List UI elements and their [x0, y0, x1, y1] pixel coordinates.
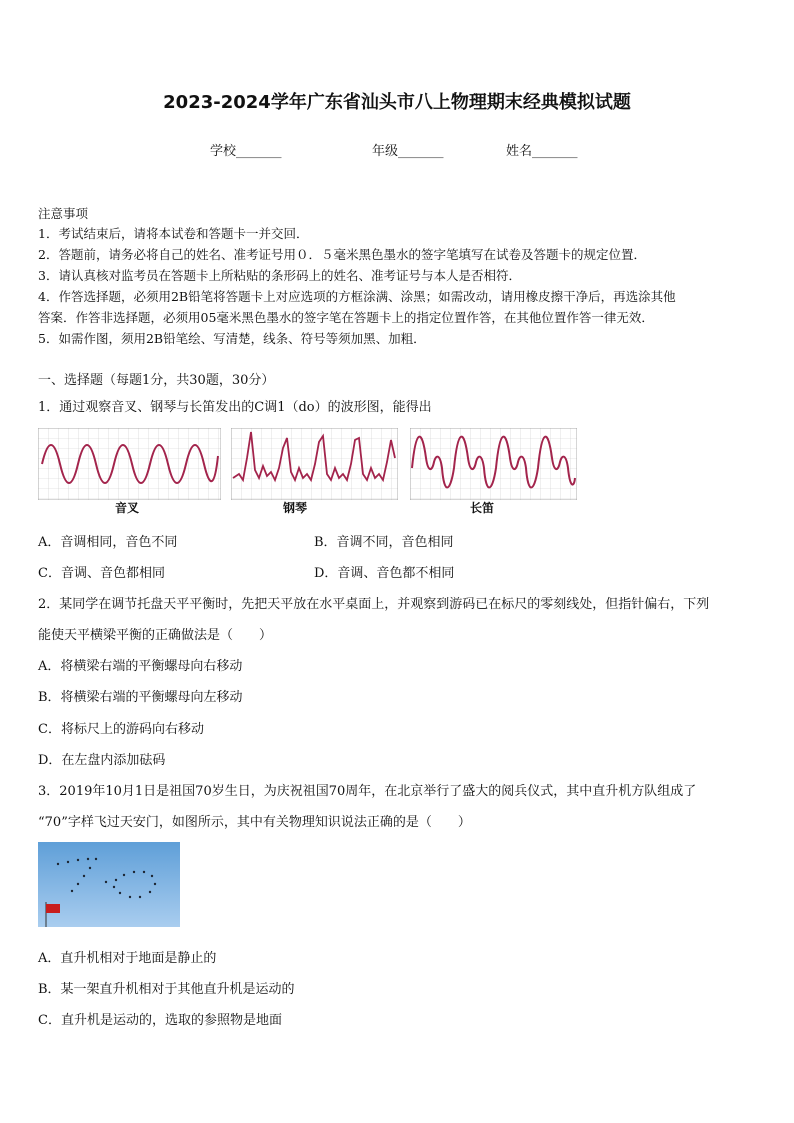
piano-waveform: [231, 428, 398, 500]
q2-option-b[interactable]: B．将横梁右端的平衡螺母向左移动: [38, 690, 243, 705]
flute-waveform: [410, 428, 577, 500]
figure-label-piano: 钢琴: [283, 501, 308, 515]
notice-item: 3．请认真核对监考员在答题卡上所粘贴的条形码上的姓名、准考证号与本人是否相符．: [38, 268, 521, 283]
q2-option-a[interactable]: A．将横梁右端的平衡螺母向右移动: [38, 659, 243, 674]
notice-item: 5．如需作图，须用2B铅笔绘、写清楚，线条、符号等须加黑、加粗．: [38, 331, 426, 346]
figure-label-flute: 长笛: [470, 501, 495, 515]
notice-item: 4．作答选择题，必须用2B铅笔将答题卡上对应选项的方框涂满、涂黑；如需改动，请用橡皮擦干净后，再选涂其他: [38, 289, 676, 304]
notice-heading: 注意事项: [38, 206, 89, 221]
q3-option-b[interactable]: B．某一架直升机相对于其他直升机是运动的: [38, 982, 295, 997]
q1-option-a[interactable]: A．音调相同，音色不同: [38, 535, 178, 550]
question-3-stem: “70”字样飞过天安门，如图所示，其中有关物理知识说法正确的是（ ）: [38, 815, 471, 830]
q2-option-c[interactable]: C．将标尺上的游码向右移动: [38, 722, 204, 737]
school-field[interactable]: 学校_______: [210, 144, 282, 159]
q1-option-b[interactable]: B．音调不同，音色相同: [314, 535, 454, 550]
helicopter-formation-photo: [38, 842, 180, 927]
question-2-stem: 2．某同学在调节托盘天平平衡时，先把天平放在水平桌面上，并观察到游码已在标尺的零刻线处，但指针偏右，下列: [38, 597, 710, 612]
q3-option-c[interactable]: C．直升机是运动的，选取的参照物是地面: [38, 1013, 282, 1028]
question-2-stem: 能使天平横梁平衡的正确做法是（ ）: [38, 628, 273, 643]
question-3-stem: 3．2019年10月1日是祖国70岁生日，为庆祝祖国70周年，在北京举行了盛大的阅兵仪式，其中直升机方队组成了: [38, 784, 697, 799]
tuning-fork-waveform: [38, 428, 221, 500]
section-heading: 一、选择题（每题1分，共30题，30分）: [38, 373, 275, 388]
figure-label-tuning-fork: 音叉: [115, 501, 140, 515]
q1-option-c[interactable]: C．音调、音色都相同: [38, 566, 165, 581]
notice-item: 2．答题前，请务必将自己的姓名、准考证号用０．５毫米黑色墨水的签字笔填写在试卷及答题卡的规定位置．: [38, 247, 646, 262]
question-1-stem: 1．通过观察音叉、钢琴与长笛发出的C调1（do）的波形图，能得出: [38, 400, 432, 415]
notice-item: 答案．作答非选择题，必须用05毫米黑色墨水的签字笔在答题卡上的指定位置作答，在其他位置作答一律无效．: [38, 310, 654, 325]
notice-item: 1．考试结束后，请将本试卷和答题卡一并交回．: [38, 226, 309, 241]
q2-option-d[interactable]: D．在左盘内添加砝码: [38, 753, 166, 768]
grade-field[interactable]: 年级_______: [372, 144, 444, 159]
q1-option-d[interactable]: D．音调、音色都不相同: [314, 566, 455, 581]
exam-title: 2023-2024学年广东省汕头市八上物理期末经典模拟试题: [163, 92, 631, 113]
name-field[interactable]: 姓名_______: [506, 144, 578, 159]
q3-option-a[interactable]: A．直升机相对于地面是静止的: [38, 951, 217, 966]
